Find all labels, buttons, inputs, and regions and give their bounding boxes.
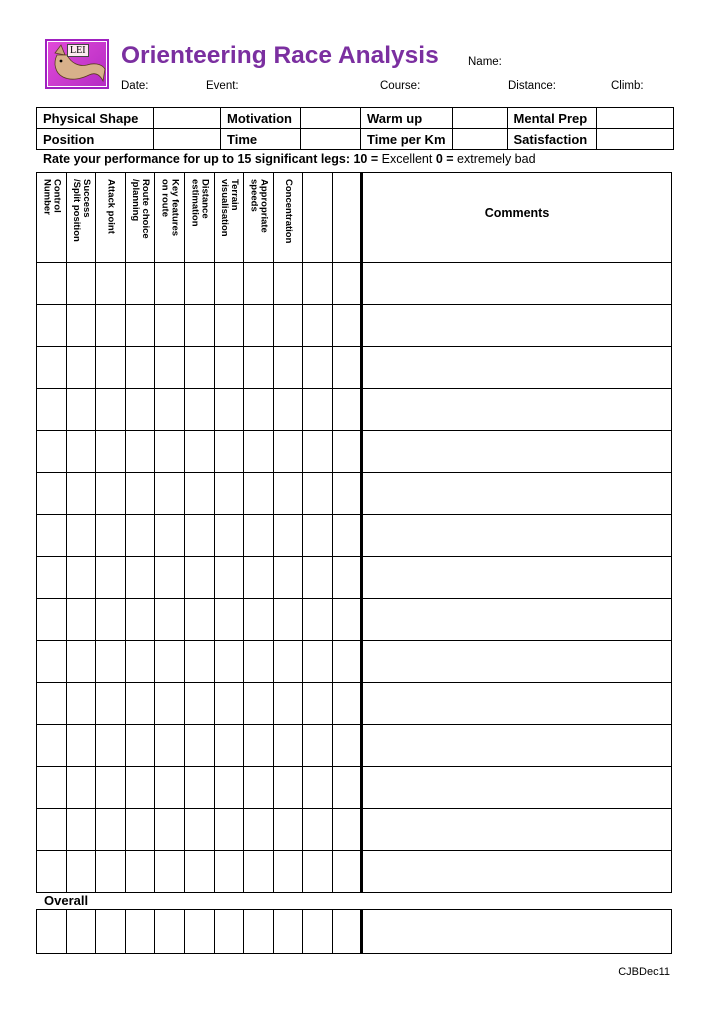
- rating-cell[interactable]: [274, 641, 303, 683]
- rating-cell[interactable]: [333, 725, 362, 767]
- rating-cell[interactable]: [303, 431, 333, 473]
- rating-cell[interactable]: [37, 809, 67, 851]
- rating-cell[interactable]: [96, 683, 126, 725]
- column-header-label: Terrain visualisation: [219, 179, 240, 237]
- rating-cell[interactable]: [96, 263, 126, 305]
- physical-shape-label: Physical Shape: [37, 108, 154, 129]
- rating-cell[interactable]: [126, 431, 155, 473]
- rating-cell[interactable]: [126, 263, 155, 305]
- rating-cell[interactable]: [126, 725, 155, 767]
- rating-instruction-text: Rate your performance for up to 15 significant legs: 10 =: [43, 152, 382, 166]
- club-logo: [45, 39, 109, 89]
- rating-cell[interactable]: [185, 641, 215, 683]
- rating-cell[interactable]: [37, 305, 67, 347]
- comment-cell[interactable]: [362, 305, 672, 347]
- rating-cell[interactable]: [185, 263, 215, 305]
- rating-cell[interactable]: [274, 809, 303, 851]
- rating-cell[interactable]: [185, 557, 215, 599]
- mental-prep-field[interactable]: [596, 108, 673, 129]
- rating-cell[interactable]: [155, 683, 185, 725]
- rating-cell[interactable]: [126, 389, 155, 431]
- rating-zero: 0 =: [432, 152, 458, 166]
- rating-cell[interactable]: [303, 305, 333, 347]
- overall-cell[interactable]: [185, 910, 215, 954]
- info-row: [37, 108, 674, 129]
- table-row: [37, 305, 672, 347]
- rating-cell[interactable]: [185, 725, 215, 767]
- rating-cell[interactable]: [155, 389, 185, 431]
- rating-cell[interactable]: [333, 599, 362, 641]
- overall-comment-cell[interactable]: [362, 910, 672, 954]
- rating-cell[interactable]: [215, 809, 244, 851]
- rating-cell[interactable]: [215, 851, 244, 893]
- rating-cell[interactable]: [244, 473, 274, 515]
- warm-up-label: Warm up: [361, 108, 453, 129]
- rating-cell[interactable]: [303, 557, 333, 599]
- name-label: Name:: [468, 56, 502, 68]
- rating-cell[interactable]: [185, 347, 215, 389]
- rating-cell[interactable]: [155, 305, 185, 347]
- comment-cell[interactable]: [362, 599, 672, 641]
- rating-cell[interactable]: [155, 431, 185, 473]
- rating-cell[interactable]: [215, 725, 244, 767]
- column-header-4: [126, 173, 155, 263]
- column-header-5: [155, 173, 185, 263]
- table-row: [37, 473, 672, 515]
- time-field[interactable]: [301, 129, 361, 150]
- rating-cell[interactable]: [67, 347, 96, 389]
- rating-cell[interactable]: [274, 347, 303, 389]
- rating-cell[interactable]: [303, 809, 333, 851]
- rating-cell[interactable]: [126, 473, 155, 515]
- rating-cell[interactable]: [303, 347, 333, 389]
- rating-cell[interactable]: [274, 473, 303, 515]
- rating-cell[interactable]: [126, 515, 155, 557]
- rating-cell[interactable]: [244, 683, 274, 725]
- rating-cell[interactable]: [185, 767, 215, 809]
- rating-cell[interactable]: [274, 599, 303, 641]
- rating-cell[interactable]: [37, 851, 67, 893]
- rating-cell[interactable]: [333, 473, 362, 515]
- rating-cell[interactable]: [37, 683, 67, 725]
- column-header-label: Attack point: [105, 179, 117, 234]
- column-header-3: [96, 173, 126, 263]
- rating-cell[interactable]: [67, 305, 96, 347]
- rating-cell[interactable]: [185, 431, 215, 473]
- rating-cell[interactable]: [185, 683, 215, 725]
- event-label: Event:: [206, 80, 239, 92]
- comment-cell[interactable]: [362, 767, 672, 809]
- rating-cell[interactable]: [274, 431, 303, 473]
- date-label: Date:: [121, 80, 149, 92]
- column-header-9: [274, 173, 303, 263]
- rating-cell[interactable]: [67, 767, 96, 809]
- rating-cell[interactable]: [333, 347, 362, 389]
- rating-cell[interactable]: [333, 809, 362, 851]
- rating-cell[interactable]: [126, 683, 155, 725]
- legs-table: [36, 172, 672, 893]
- table-row: [37, 347, 672, 389]
- comment-cell[interactable]: [362, 473, 672, 515]
- rating-cell[interactable]: [274, 851, 303, 893]
- rating-cell[interactable]: [185, 851, 215, 893]
- rating-cell[interactable]: [303, 389, 333, 431]
- rating-cell[interactable]: [333, 767, 362, 809]
- column-header-label: Appropriate speeds: [248, 179, 270, 233]
- overall-cell[interactable]: [333, 910, 362, 954]
- info-row: [37, 129, 674, 150]
- rating-cell[interactable]: [155, 767, 185, 809]
- rating-cell[interactable]: [67, 557, 96, 599]
- rating-cell[interactable]: [96, 431, 126, 473]
- rating-cell[interactable]: [67, 809, 96, 851]
- rating-cell[interactable]: [96, 809, 126, 851]
- table-row: [37, 767, 672, 809]
- rating-cell[interactable]: [185, 389, 215, 431]
- comment-cell[interactable]: [362, 263, 672, 305]
- satisfaction-label: Satisfaction: [507, 129, 596, 150]
- time-label: Time: [221, 129, 301, 150]
- rating-excellent: Excellent: [381, 152, 433, 166]
- rating-cell[interactable]: [274, 557, 303, 599]
- rating-cell[interactable]: [244, 725, 274, 767]
- mental-prep-label: Mental Prep: [507, 108, 596, 129]
- overall-cell[interactable]: [96, 910, 126, 954]
- table-row: [37, 515, 672, 557]
- rating-cell[interactable]: [126, 347, 155, 389]
- overall-cell[interactable]: [244, 910, 274, 954]
- comment-cell[interactable]: [362, 557, 672, 599]
- column-header-label: Control Number: [41, 179, 63, 215]
- rating-cell[interactable]: [303, 263, 333, 305]
- rating-cell[interactable]: [185, 473, 215, 515]
- column-header-label: Distance estimation: [189, 179, 211, 227]
- rating-cell[interactable]: [37, 473, 67, 515]
- rating-cell[interactable]: [215, 767, 244, 809]
- rating-cell[interactable]: [244, 599, 274, 641]
- rating-cell[interactable]: [244, 515, 274, 557]
- table-row: [37, 851, 672, 893]
- rating-cell[interactable]: [96, 725, 126, 767]
- rating-cell[interactable]: [215, 431, 244, 473]
- rating-cell[interactable]: [126, 305, 155, 347]
- rating-cell[interactable]: [303, 473, 333, 515]
- rating-cell[interactable]: [67, 599, 96, 641]
- position-label: Position: [37, 129, 154, 150]
- rating-cell[interactable]: [244, 263, 274, 305]
- rating-cell[interactable]: [96, 599, 126, 641]
- table-row: [37, 725, 672, 767]
- distance-label: Distance:: [508, 80, 556, 92]
- rating-cell[interactable]: [37, 599, 67, 641]
- rating-cell[interactable]: [215, 515, 244, 557]
- rating-cell[interactable]: [244, 809, 274, 851]
- rating-cell[interactable]: [126, 809, 155, 851]
- rating-cell[interactable]: [67, 683, 96, 725]
- column-header-label: Concentration: [283, 179, 294, 244]
- rating-cell[interactable]: [96, 305, 126, 347]
- rating-cell[interactable]: [67, 641, 96, 683]
- rating-cell[interactable]: [244, 851, 274, 893]
- rating-cell[interactable]: [303, 767, 333, 809]
- rating-cell[interactable]: [96, 347, 126, 389]
- rating-cell[interactable]: [185, 599, 215, 641]
- rating-cell[interactable]: [96, 851, 126, 893]
- rating-cell[interactable]: [274, 515, 303, 557]
- column-header-label: Success /Split position: [71, 179, 92, 242]
- rating-cell[interactable]: [37, 641, 67, 683]
- rating-cell[interactable]: [303, 515, 333, 557]
- rating-cell[interactable]: [155, 557, 185, 599]
- rating-cell[interactable]: [96, 389, 126, 431]
- rating-cell[interactable]: [37, 389, 67, 431]
- rating-cell[interactable]: [333, 515, 362, 557]
- rating-cell[interactable]: [67, 431, 96, 473]
- rating-cell[interactable]: [126, 641, 155, 683]
- comments-header: Comments: [362, 173, 672, 263]
- comment-cell[interactable]: [362, 725, 672, 767]
- time-per-km-label: Time per Km: [361, 129, 453, 150]
- footer-code: CJBDec11: [618, 966, 670, 978]
- rating-cell[interactable]: [37, 515, 67, 557]
- rating-cell[interactable]: [244, 641, 274, 683]
- table-row: [37, 641, 672, 683]
- rating-cell[interactable]: [215, 557, 244, 599]
- rating-cell[interactable]: [215, 683, 244, 725]
- rating-cell[interactable]: [333, 683, 362, 725]
- column-header-label: Route choice /planning: [130, 179, 151, 239]
- rating-cell[interactable]: [215, 263, 244, 305]
- motivation-label: Motivation: [221, 108, 301, 129]
- rating-cell[interactable]: [215, 389, 244, 431]
- rating-cell[interactable]: [333, 431, 362, 473]
- rating-cell[interactable]: [67, 515, 96, 557]
- rating-cell[interactable]: [333, 641, 362, 683]
- rating-cell[interactable]: [333, 389, 362, 431]
- info-table: [36, 107, 674, 150]
- rating-cell[interactable]: [274, 263, 303, 305]
- rating-cell[interactable]: [155, 347, 185, 389]
- logo-text: LEI: [67, 44, 89, 57]
- warm-up-field[interactable]: [452, 108, 507, 129]
- time-per-km-field[interactable]: [452, 129, 507, 150]
- table-row: [37, 263, 672, 305]
- comment-cell[interactable]: [362, 641, 672, 683]
- table-row: [37, 809, 672, 851]
- rating-cell[interactable]: [37, 557, 67, 599]
- rating-bad: extremely bad: [457, 152, 536, 166]
- rating-cell[interactable]: [215, 641, 244, 683]
- rating-cell[interactable]: [185, 515, 215, 557]
- table-row: [37, 557, 672, 599]
- rating-cell[interactable]: [126, 851, 155, 893]
- overall-cell[interactable]: [126, 910, 155, 954]
- rating-cell[interactable]: [303, 683, 333, 725]
- table-row: [37, 599, 672, 641]
- comment-cell[interactable]: [362, 389, 672, 431]
- rating-cell[interactable]: [215, 473, 244, 515]
- column-header-11: [333, 173, 362, 263]
- comment-cell[interactable]: [362, 431, 672, 473]
- rating-cell[interactable]: [333, 557, 362, 599]
- table-row: [37, 683, 672, 725]
- rating-cell[interactable]: [96, 557, 126, 599]
- rating-cell[interactable]: [244, 557, 274, 599]
- rating-cell[interactable]: [244, 305, 274, 347]
- rating-cell[interactable]: [244, 431, 274, 473]
- rating-cell[interactable]: [274, 767, 303, 809]
- rating-cell[interactable]: [67, 389, 96, 431]
- comment-cell[interactable]: [362, 515, 672, 557]
- rating-cell[interactable]: [126, 557, 155, 599]
- rating-cell[interactable]: [37, 725, 67, 767]
- rating-cell[interactable]: [155, 641, 185, 683]
- rating-cell[interactable]: [303, 599, 333, 641]
- rating-cell[interactable]: [96, 515, 126, 557]
- rating-cell[interactable]: [67, 725, 96, 767]
- table-row: [37, 389, 672, 431]
- overall-cell[interactable]: [37, 910, 67, 954]
- column-header-10: [303, 173, 333, 263]
- overall-cell[interactable]: [215, 910, 244, 954]
- rating-cell[interactable]: [215, 347, 244, 389]
- rating-cell[interactable]: [67, 263, 96, 305]
- header-row: [37, 173, 672, 263]
- rating-cell[interactable]: [67, 473, 96, 515]
- satisfaction-field[interactable]: [596, 129, 673, 150]
- rating-cell[interactable]: [244, 347, 274, 389]
- column-header-7: [215, 173, 244, 263]
- rating-cell[interactable]: [303, 851, 333, 893]
- overall-cell[interactable]: [274, 910, 303, 954]
- comment-cell[interactable]: [362, 809, 672, 851]
- rating-cell[interactable]: [333, 263, 362, 305]
- comment-cell[interactable]: [362, 347, 672, 389]
- rating-cell[interactable]: [333, 851, 362, 893]
- rating-cell[interactable]: [155, 599, 185, 641]
- column-header-label: Key features on route: [159, 179, 181, 237]
- table-row: [37, 431, 672, 473]
- rating-cell[interactable]: [37, 431, 67, 473]
- overall-cell[interactable]: [303, 910, 333, 954]
- rating-cell[interactable]: [185, 809, 215, 851]
- rating-instruction: [43, 152, 536, 166]
- rating-cell[interactable]: [96, 767, 126, 809]
- column-header-6: [185, 173, 215, 263]
- rating-cell[interactable]: [274, 389, 303, 431]
- rating-cell[interactable]: [96, 473, 126, 515]
- overall-row: [37, 910, 672, 954]
- rating-cell[interactable]: [244, 767, 274, 809]
- rating-cell[interactable]: [274, 725, 303, 767]
- course-label: Course:: [380, 80, 421, 92]
- rating-cell[interactable]: [274, 683, 303, 725]
- rating-cell[interactable]: [96, 641, 126, 683]
- comment-cell[interactable]: [362, 851, 672, 893]
- rating-cell[interactable]: [155, 851, 185, 893]
- rating-cell[interactable]: [155, 725, 185, 767]
- column-header-2: [67, 173, 96, 263]
- overall-cell[interactable]: [67, 910, 96, 954]
- rating-cell[interactable]: [155, 809, 185, 851]
- rating-cell[interactable]: [126, 599, 155, 641]
- rating-cell[interactable]: [126, 767, 155, 809]
- rating-cell[interactable]: [215, 305, 244, 347]
- page-title: Orienteering Race Analysis: [121, 42, 439, 69]
- rating-cell[interactable]: [37, 767, 67, 809]
- motivation-field[interactable]: [301, 108, 361, 129]
- climb-label: Climb:: [611, 80, 644, 92]
- rating-cell[interactable]: [155, 515, 185, 557]
- overall-cell[interactable]: [155, 910, 185, 954]
- physical-shape-field[interactable]: [154, 108, 221, 129]
- overall-table: [36, 909, 672, 954]
- rating-cell[interactable]: [155, 473, 185, 515]
- rating-cell[interactable]: [155, 263, 185, 305]
- rating-cell[interactable]: [215, 599, 244, 641]
- position-field[interactable]: [154, 129, 221, 150]
- column-header-8: [244, 173, 274, 263]
- rating-cell[interactable]: [303, 725, 333, 767]
- overall-label: Overall: [44, 893, 89, 908]
- rating-cell[interactable]: [333, 305, 362, 347]
- comment-cell[interactable]: [362, 683, 672, 725]
- rating-cell[interactable]: [244, 389, 274, 431]
- rating-cell[interactable]: [274, 305, 303, 347]
- rating-cell[interactable]: [37, 347, 67, 389]
- rating-cell[interactable]: [303, 641, 333, 683]
- rating-cell[interactable]: [67, 851, 96, 893]
- rating-cell[interactable]: [185, 305, 215, 347]
- rating-cell[interactable]: [37, 263, 67, 305]
- column-header-1: [37, 173, 67, 263]
